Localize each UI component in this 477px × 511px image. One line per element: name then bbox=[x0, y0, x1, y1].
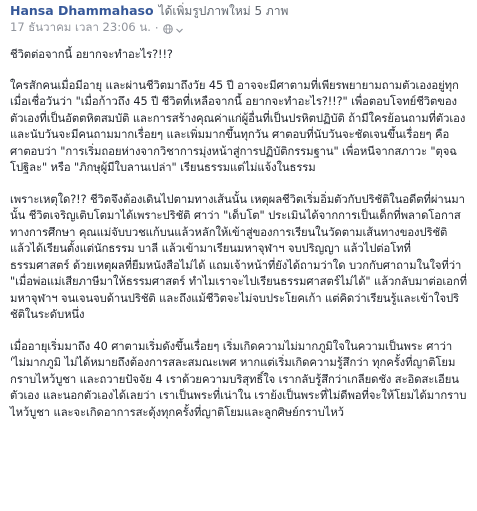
chevron-down-icon[interactable] bbox=[175, 24, 184, 33]
post-paragraph-2: ใครสักคนเมื่อมีอายุ และผ่านชีวิตมาถึงวัย 45 ปี อาจจะมีศาตามที่เพียรพยายามถามตัวเองอยู่ทุกเมื่อเชื่อวันว่า "เมื่อก้าวถึง 45 ปี ชีวิตที่เหลือจากนี้ อยากจะทำอะไร?!!?" เพื่อตอบโจทย์ชีวิตของตัวเองที่เป็นอัตตหิตสมบัติ และการสร้างคุณค่าแก่ผู้อื่นที่เป็นปรหิตปฏิบัติ ถ้ามีใครย้อนถามที่ตัวเอง และนับวันจะมีคนถามมากเรื่อยๆ และเพิ่มมากขึ้นทุกวัน ศาตอบที่นับวันจะชัดเจนขึ้นเรื่อยๆ คือ ศาตอบว่า "การเริ่มถอยห่างจากวิชาการมุ่งหน้าสู่การปฏิบัติกรรมฐาน" เพื่อหนีจากสภาวะ "ตุจฉโปฐิละ" หรือ "ภิกษุผู้มีใบลานเปล่า" เรียนธรรมแต่ไม่แจ้งในธรรม bbox=[10, 78, 466, 174]
globe-icon[interactable] bbox=[163, 23, 173, 33]
post-meta bbox=[10, 20, 469, 36]
meta-separator: · bbox=[154, 21, 159, 35]
post-action-text[interactable]: ได้เพิ่มรูปภาพใหม่ 5 ภาพ bbox=[158, 4, 289, 18]
post-header bbox=[10, 2, 469, 18]
author-name[interactable]: Hansa Dhammahaso bbox=[10, 3, 154, 18]
post-paragraph-1: ชีวิตต่อจากนี้ อยากจะทำอะไร?!!? bbox=[10, 48, 173, 61]
post-paragraph-4: เมื่ออายุเริ่มมาถึง 40 ศาตามเริ่มดังขึ้นเรื่อยๆ เริ่มเกิดความไม่มากภูมิใจในความเป็นพระ ศาว่า 'ไม่มากภูมิ ไม่ได้หมายถึงต้องการสละสมณะเพศ หากแต่เริ่มเกิดความรู้สึกว่า ทุกครั้งที่ญาติโยมกราบไหว้บูชา และถวายปัจจัย 4 เราด้วยความบริสุทธิ์ใจ เรากลับรู้สึกว่าเกลียดชัง สะอิดสะเอียนตัวเอง และนอกตัวเองได้เลยว่า เราเป็นพระที่เน่าใน เราย้งเป็นพระที่ไม่ดีพอที่จะให้โยมได้มากราบไหว้บูชา และจะเกิดอาการสะดุ้งทุกครั้งที่ญาติโยมและลูกศิษย์กราบไหว้ bbox=[10, 339, 467, 419]
post-timestamp[interactable]: 17 ธันวาคม เวลา 23:06 น. bbox=[10, 20, 151, 34]
post-body bbox=[10, 47, 469, 421]
post-paragraph-3: เพราะเหตุใด?!? ชีวิตจึงต้องเดินไปตามทางเส้นนั้น เหตุผลชีวิตเริ่มอิ่มตัวกับปริชัติในอดีตที่ผ่านมานั้น ชีวิตเจริญเติบโตมาได้เพราะปริชัติ ศาว่า "เด็บโต" ประเมินได้จากการเป็นเด็กที่พลาดโอกาสทางการศึกษา คุณแม่จับบวชแก้บนแล้วหลักให้เข้าสู่ของการเรียนในวัดตามเส้นทางของปริชัติ แล้วได้เรียนตั้งแต่นักธรรม บาลี แล้วเข้ามาเรียนมหาจุฬาฯ จบปริญญา แล้วไปต่อโทที่ธรรมศาสตร์ ด้วยเหตุผลที่ยืมหนังสือไม่ได้ แถมเจ้าหน้าที่ยังได้ถามว่าใด บวกกับศาถามในใจที่ว่า "เมื่อพ่อแม่เสียภาษีมาให้ธรรมศาสตร์ ทำไมเราจะไปเรียนธรรมศาสตร์ไม่ได้" แล้วกลับมาต่อเอกที่มหาจุฬาฯ จนเจนจบด้านปริชัติ และถึงแม้ชีวิตจะไม่จบประโยคเก้า แต่คิดว่าเรียนรู้และเข้าใจปริชัติในระดับหนึ่ง bbox=[10, 192, 467, 321]
